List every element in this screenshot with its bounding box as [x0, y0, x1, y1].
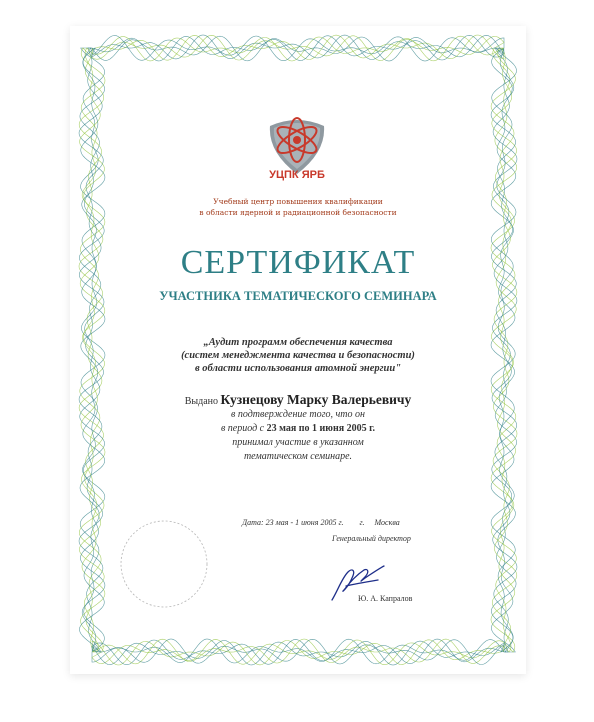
- organization-name: [70, 196, 526, 218]
- city-name: Москва: [374, 518, 400, 527]
- certificate-title: СЕРТИФИКАТ: [180, 244, 416, 281]
- organization-line-2: в области ядерной и радиационной безопасности: [199, 208, 397, 217]
- statement-period-prefix: в период с: [220, 423, 265, 434]
- seminar-line-1: „Аудит программ обеспечения качества: [203, 337, 393, 348]
- recipient-line: [70, 392, 526, 408]
- organization-line-1: Учебный центр повышения квалификации: [213, 197, 383, 206]
- statement-line-4: тематическом семинаре.: [243, 451, 353, 462]
- issued-label: Выдано: [184, 396, 218, 407]
- city-prefix: г.: [359, 518, 365, 527]
- stamp-placeholder: [118, 518, 210, 610]
- signatory-name: Ю. А. Капралов: [358, 594, 413, 603]
- statement-period-dates: 23 мая по 1 июня 2005 г.: [266, 423, 376, 434]
- statement: [70, 408, 526, 464]
- statement-line-1: в подтверждение того, что он: [231, 409, 365, 420]
- seminar-line-2: (систем менеджмента качества и безопасности): [181, 350, 415, 361]
- statement-line-2: [70, 422, 526, 436]
- signatory-position: Генеральный директор: [332, 534, 411, 543]
- seminar-line-3: в области использования атомной энергии": [194, 363, 402, 374]
- statement-line-3: принимал участие в указанном: [232, 437, 364, 448]
- logo: [264, 112, 330, 182]
- date-block: [242, 518, 400, 527]
- date-value: 23 мая - 1 июня 2005 г.: [265, 518, 344, 527]
- date-label: Дата:: [242, 518, 264, 527]
- certificate-subtitle: УЧАСТНИКА ТЕМАТИЧЕСКОГО СЕМИНАРА: [159, 289, 437, 303]
- atom-icon: [270, 118, 324, 174]
- logo-text: УЦПК ЯРБ: [269, 169, 325, 181]
- recipient-name: Кузнецову Марку Валерьевичу: [220, 392, 412, 407]
- signature: [328, 560, 388, 605]
- seminar-topic: [70, 336, 526, 375]
